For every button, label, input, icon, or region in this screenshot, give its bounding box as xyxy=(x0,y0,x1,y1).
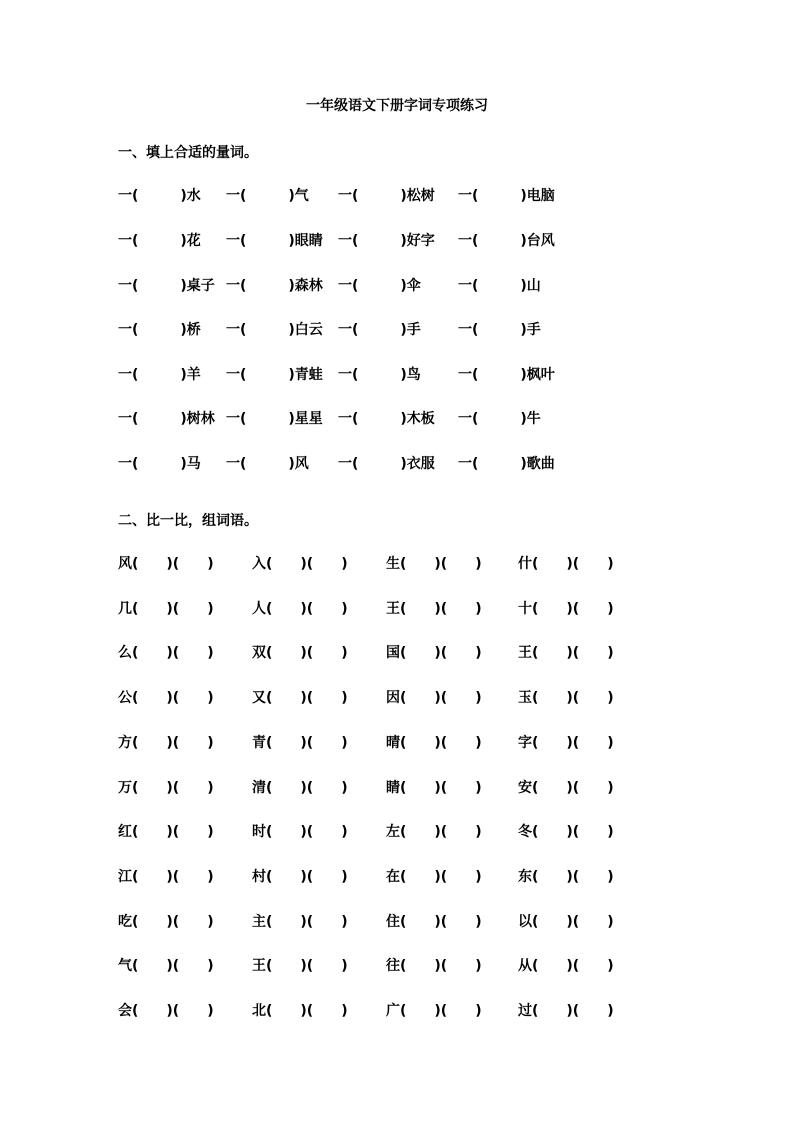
fill-blank-item[interactable]: 一( )桥 xyxy=(118,322,201,338)
fill-blank-item[interactable]: 一( )山 xyxy=(458,278,541,294)
word-group-item[interactable]: 公( )( ) xyxy=(118,690,214,706)
fill-blank-item[interactable]: 一( )木板 xyxy=(338,411,435,427)
fill-blank-item[interactable]: 一( )森林 xyxy=(226,278,323,294)
word-group-item[interactable]: 吃( )( ) xyxy=(118,914,214,930)
fill-blank-item[interactable]: 一( )青蛙 xyxy=(226,367,323,383)
word-group-item[interactable]: 青( )( ) xyxy=(252,735,348,751)
fill-blank-item[interactable]: 一( )伞 xyxy=(338,278,421,294)
word-group-item[interactable]: 过( )( ) xyxy=(518,1003,614,1019)
word-group-item[interactable]: 气( )( ) xyxy=(118,958,214,974)
word-group-item[interactable]: 风( )( ) xyxy=(118,556,214,572)
word-group-item[interactable]: 广( )( ) xyxy=(386,1003,482,1019)
fill-blank-item[interactable]: 一( )水 xyxy=(118,188,201,204)
fill-blank-item[interactable]: 一( )牛 xyxy=(458,411,541,427)
fill-blank-item[interactable]: 一( )手 xyxy=(458,322,541,338)
word-group-item[interactable]: 十( )( ) xyxy=(518,601,614,617)
fill-blank-item[interactable]: 一( )星星 xyxy=(226,411,323,427)
fill-blank-item[interactable]: 一( )羊 xyxy=(118,367,201,383)
word-group-item[interactable]: 左( )( ) xyxy=(386,824,482,840)
word-group-item[interactable]: 安( )( ) xyxy=(518,780,614,796)
word-group-item[interactable]: 红( )( ) xyxy=(118,824,214,840)
fill-blank-item[interactable]: 一( )树林 xyxy=(118,411,215,427)
word-group-item[interactable]: 万( )( ) xyxy=(118,780,214,796)
word-group-item[interactable]: 从( )( ) xyxy=(518,958,614,974)
word-group-item[interactable]: 会( )( ) xyxy=(118,1003,214,1019)
fill-blank-item[interactable]: 一( )电脑 xyxy=(458,188,555,204)
word-group-item[interactable]: 清( )( ) xyxy=(252,780,348,796)
word-group-item[interactable]: 住( )( ) xyxy=(386,914,482,930)
fill-blank-item[interactable]: 一( )眼睛 xyxy=(226,233,323,249)
word-group-item[interactable]: 入( )( ) xyxy=(252,556,348,572)
word-group-item[interactable]: 么( )( ) xyxy=(118,645,214,661)
word-group-item[interactable]: 双( )( ) xyxy=(252,645,348,661)
word-group-item[interactable]: 冬( )( ) xyxy=(518,824,614,840)
word-group-item[interactable]: 生( )( ) xyxy=(386,556,482,572)
word-group-item[interactable]: 王( )( ) xyxy=(518,645,614,661)
section-1-heading: 一、填上合适的量词。 xyxy=(118,145,258,161)
word-group-item[interactable]: 几( )( ) xyxy=(118,601,214,617)
fill-blank-item[interactable]: 一( )好字 xyxy=(338,233,435,249)
fill-blank-item[interactable]: 一( )歌曲 xyxy=(458,456,555,472)
word-group-item[interactable]: 主( )( ) xyxy=(252,914,348,930)
fill-blank-item[interactable]: 一( )马 xyxy=(118,456,201,472)
word-group-item[interactable]: 人( )( ) xyxy=(252,601,348,617)
fill-blank-item[interactable]: 一( )松树 xyxy=(338,188,435,204)
fill-blank-item[interactable]: 一( )风 xyxy=(226,456,309,472)
word-group-item[interactable]: 晴( )( ) xyxy=(386,735,482,751)
fill-blank-item[interactable]: 一( )枫叶 xyxy=(458,367,555,383)
word-group-item[interactable]: 王( )( ) xyxy=(252,958,348,974)
word-group-item[interactable]: 江( )( ) xyxy=(118,869,214,885)
word-group-item[interactable]: 什( )( ) xyxy=(518,556,614,572)
fill-blank-item[interactable]: 一( )花 xyxy=(118,233,201,249)
word-group-item[interactable]: 往( )( ) xyxy=(386,958,482,974)
section-2-heading: 二、比一比，组词语。 xyxy=(118,513,258,529)
fill-blank-item[interactable]: 一( )气 xyxy=(226,188,309,204)
fill-blank-item[interactable]: 一( )白云 xyxy=(226,322,323,338)
word-group-item[interactable]: 因( )( ) xyxy=(386,690,482,706)
word-group-item[interactable]: 北( )( ) xyxy=(252,1003,348,1019)
word-group-item[interactable]: 玉( )( ) xyxy=(518,690,614,706)
word-group-item[interactable]: 又( )( ) xyxy=(252,690,348,706)
word-group-item[interactable]: 村( )( ) xyxy=(252,869,348,885)
word-group-item[interactable]: 王( )( ) xyxy=(386,601,482,617)
fill-blank-item[interactable]: 一( )衣服 xyxy=(338,456,435,472)
word-group-item[interactable]: 方( )( ) xyxy=(118,735,214,751)
fill-blank-item[interactable]: 一( )手 xyxy=(338,322,421,338)
fill-blank-item[interactable]: 一( )台风 xyxy=(458,233,555,249)
worksheet-title: 一年级语文下册字词专项练习 xyxy=(306,98,488,114)
word-group-item[interactable]: 睛( )( ) xyxy=(386,780,482,796)
word-group-item[interactable]: 在( )( ) xyxy=(386,869,482,885)
word-group-item[interactable]: 东( )( ) xyxy=(518,869,614,885)
fill-blank-item[interactable]: 一( )桌子 xyxy=(118,278,215,294)
fill-blank-item[interactable]: 一( )鸟 xyxy=(338,367,421,383)
word-group-item[interactable]: 时( )( ) xyxy=(252,824,348,840)
word-group-item[interactable]: 国( )( ) xyxy=(386,645,482,661)
word-group-item[interactable]: 字( )( ) xyxy=(518,735,614,751)
word-group-item[interactable]: 以( )( ) xyxy=(518,914,614,930)
